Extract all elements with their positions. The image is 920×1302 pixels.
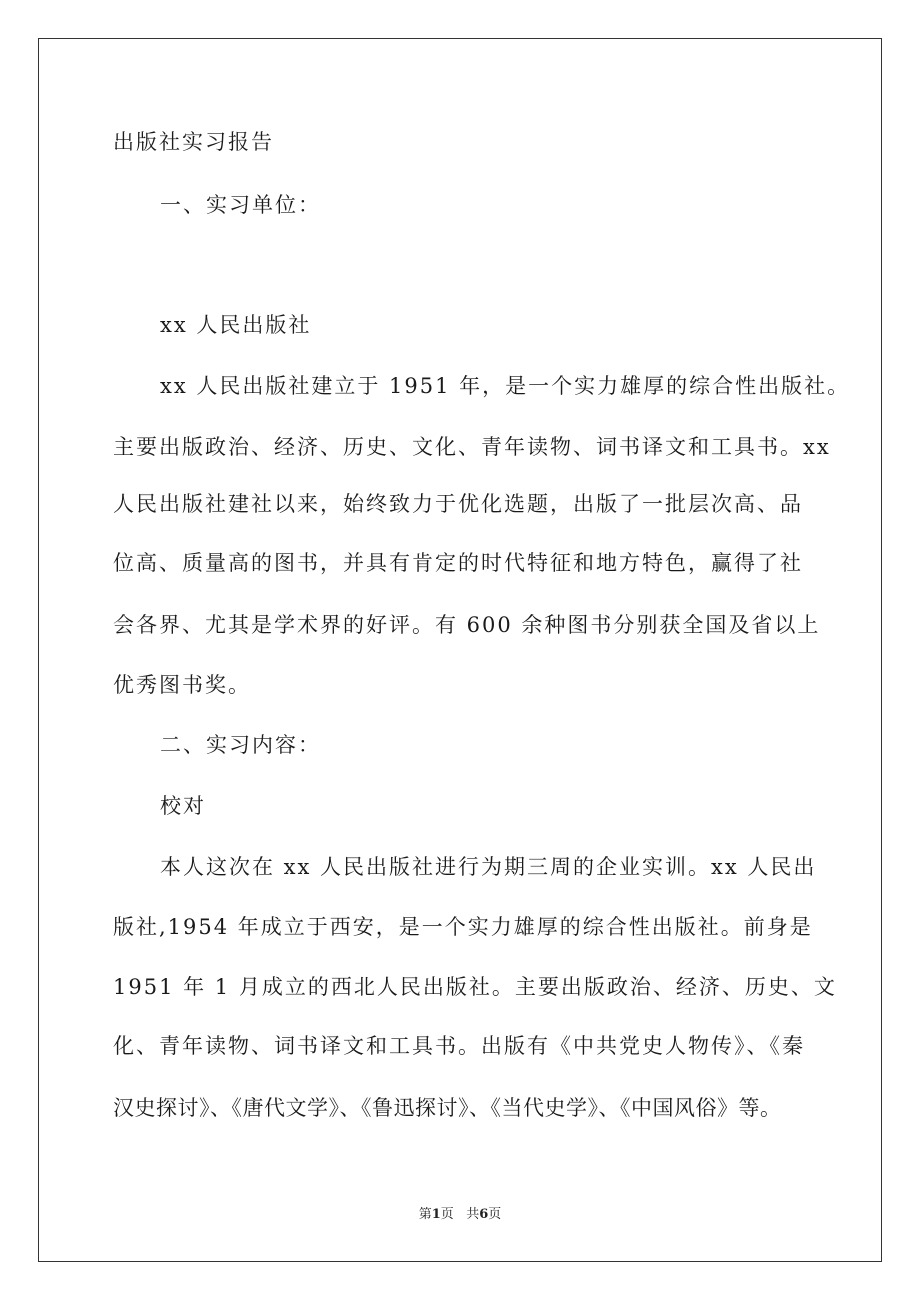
paragraph-line: 主要出版政治、经济、历史、文化、青年读物、词书译文和工具书。xx — [113, 435, 831, 459]
paragraph-line: 位高、质量高的图书，并具有肯定的时代特征和地方特色，赢得了社 — [113, 551, 803, 575]
footer-page-number: 1 — [431, 1207, 441, 1222]
paragraph-line: xx 人民出版社 — [160, 313, 312, 337]
footer-page-suffix: 页 — [440, 1207, 454, 1222]
section-heading-1: 一、实习单位： — [160, 193, 321, 217]
subheading: 校对 — [160, 794, 206, 818]
paragraph-line: 版社,1954 年成立于西安，是一个实力雄厚的综合性出版社。前身是 — [113, 915, 813, 939]
paragraph-line: 化、青年读物、词书译文和工具书。出版有《中共党史人物传》、《秦 — [113, 1034, 805, 1058]
paragraph-line: 本人这次在 xx 人民出版社进行为期三周的企业实训。xx 人民出 — [160, 855, 817, 879]
paragraph-line: 汉史探讨》、《唐代文学》、《鲁迅探讨》、《当代史学》、《中国风俗》等。 — [113, 1096, 782, 1120]
footer-total-prefix: 共 — [466, 1207, 480, 1222]
paragraph-line: 会各界、尤其是学术界的好评。有 600 余种图书分别获全国及省以上 — [113, 613, 821, 637]
paragraph-line: 优秀图书奖。 — [113, 673, 251, 697]
paragraph-line: xx 人民出版社建立于 1951 年，是一个实力雄厚的综合性出版社。 — [160, 374, 851, 398]
paragraph-line: 人民出版社建社以来，始终致力于优化选题，出版了一批层次高、品 — [113, 492, 803, 516]
section-heading-2: 二、实习内容： — [160, 733, 321, 757]
footer-total-pages: 6 — [479, 1207, 489, 1222]
page-footer — [0, 1206, 920, 1224]
paragraph-line: 1951 年 1 月成立的西北人民出版社。主要出版政治、经济、历史、文 — [113, 975, 837, 999]
footer-prefix: 第 — [418, 1207, 432, 1222]
footer-total-suffix: 页 — [488, 1207, 502, 1222]
page-border — [38, 38, 882, 1262]
document-title: 出版社实习报告 — [113, 130, 274, 154]
